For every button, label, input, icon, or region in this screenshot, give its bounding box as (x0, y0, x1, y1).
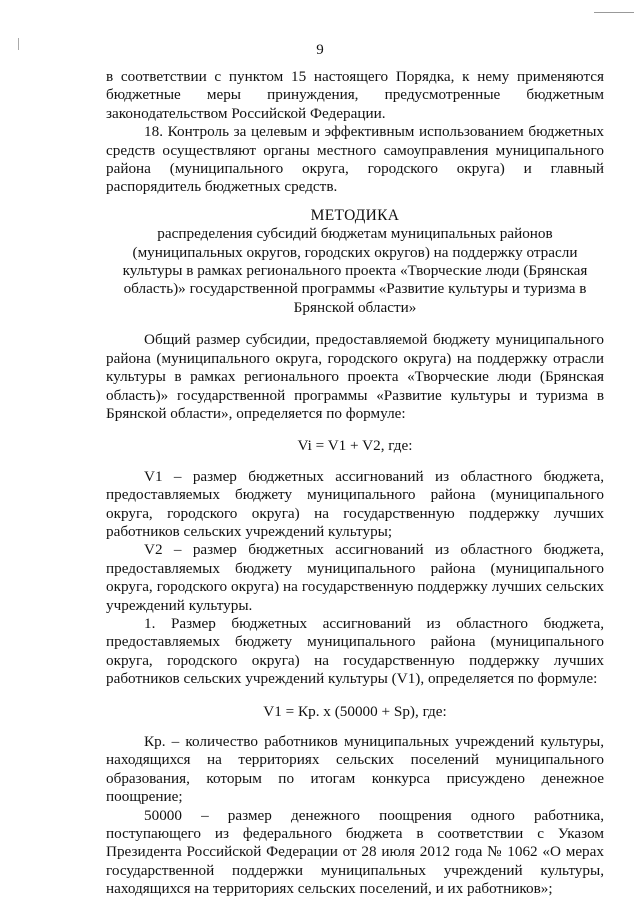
paragraph: Общий размер субсидии, предоставляемой бюджету муниципального района (муниципального округа, городского округа) на поддержку отрасли культуры в рамках регионального проекта «Творческие люди (Брянская область)» государственной программы «Развитие культуры и туризма в Брянской области», определяется по формуле: (106, 331, 604, 422)
paragraph: 1. Размер бюджетных ассигнований из областного бюджета, предоставляемых бюджету муниципального района (муниципального округа, городского округа) на государственную поддержку лучших работников сельских учреждений культуры (V1), определяется по формуле: (106, 614, 604, 688)
formula: V1 = Кр. х (50000 + Sp), где: (263, 702, 447, 720)
document-body (106, 68, 604, 899)
definition: 50000 – размер денежного поощрения одного работника, поступающего из федерального бюджета в соответствии с Указом Президента Российской Федерации от 28 июля 2012 года № 1062 «О мерах государственной поддержки муниципальных учреждений культуры, находящихся на территориях сельских поселений, и их работников»; (106, 806, 604, 898)
page-number: 9 (316, 42, 324, 58)
section-subtitle: распределения субсидий бюджетам муниципальных районов (муниципальных округов, городских округов) на поддержку отрасли культуры в рамках регионального проекта «Творческие люди (Брянская область)» государственной программы «Развитие культуры и туризма в Брянской области» (122, 225, 588, 316)
section-title: МЕТОДИКА (310, 206, 400, 224)
definition: V1 – размер бюджетных ассигнований из областного бюджета, предоставляемых бюджету муниципального района (муниципального округа, городского округа) на государственную поддержку лучших работников сельских учреждений культуры; (106, 467, 604, 540)
paragraph: 18. Контроль за целевым и эффективным использованием бюджетных средств осуществляют органы местного самоуправления муниципального района (муниципального округа, городского округа) и главный распорядитель бюджетных средств. (106, 123, 604, 196)
scan-mark (594, 0, 634, 13)
definition: V2 – размер бюджетных ассигнований из областного бюджета, предоставляемых бюджету муниципального района (муниципального округа, городского округа) на государственную поддержку лучших сельских учреждений культуры. (106, 541, 604, 614)
paragraph: в соответствии с пунктом 15 настоящего Порядка, к нему применяются бюджетные меры принуждения, предусмотренные бюджетным законодательством Российской Федерации. (106, 68, 604, 122)
formula: Vi = V1 + V2, где: (297, 437, 413, 455)
definition: Кр. – количество работников муниципальных учреждений культуры, находящихся на территориях сельских поселений муниципального образования, которым по итогам конкурса присуждено денежное поощрение; (106, 733, 604, 806)
